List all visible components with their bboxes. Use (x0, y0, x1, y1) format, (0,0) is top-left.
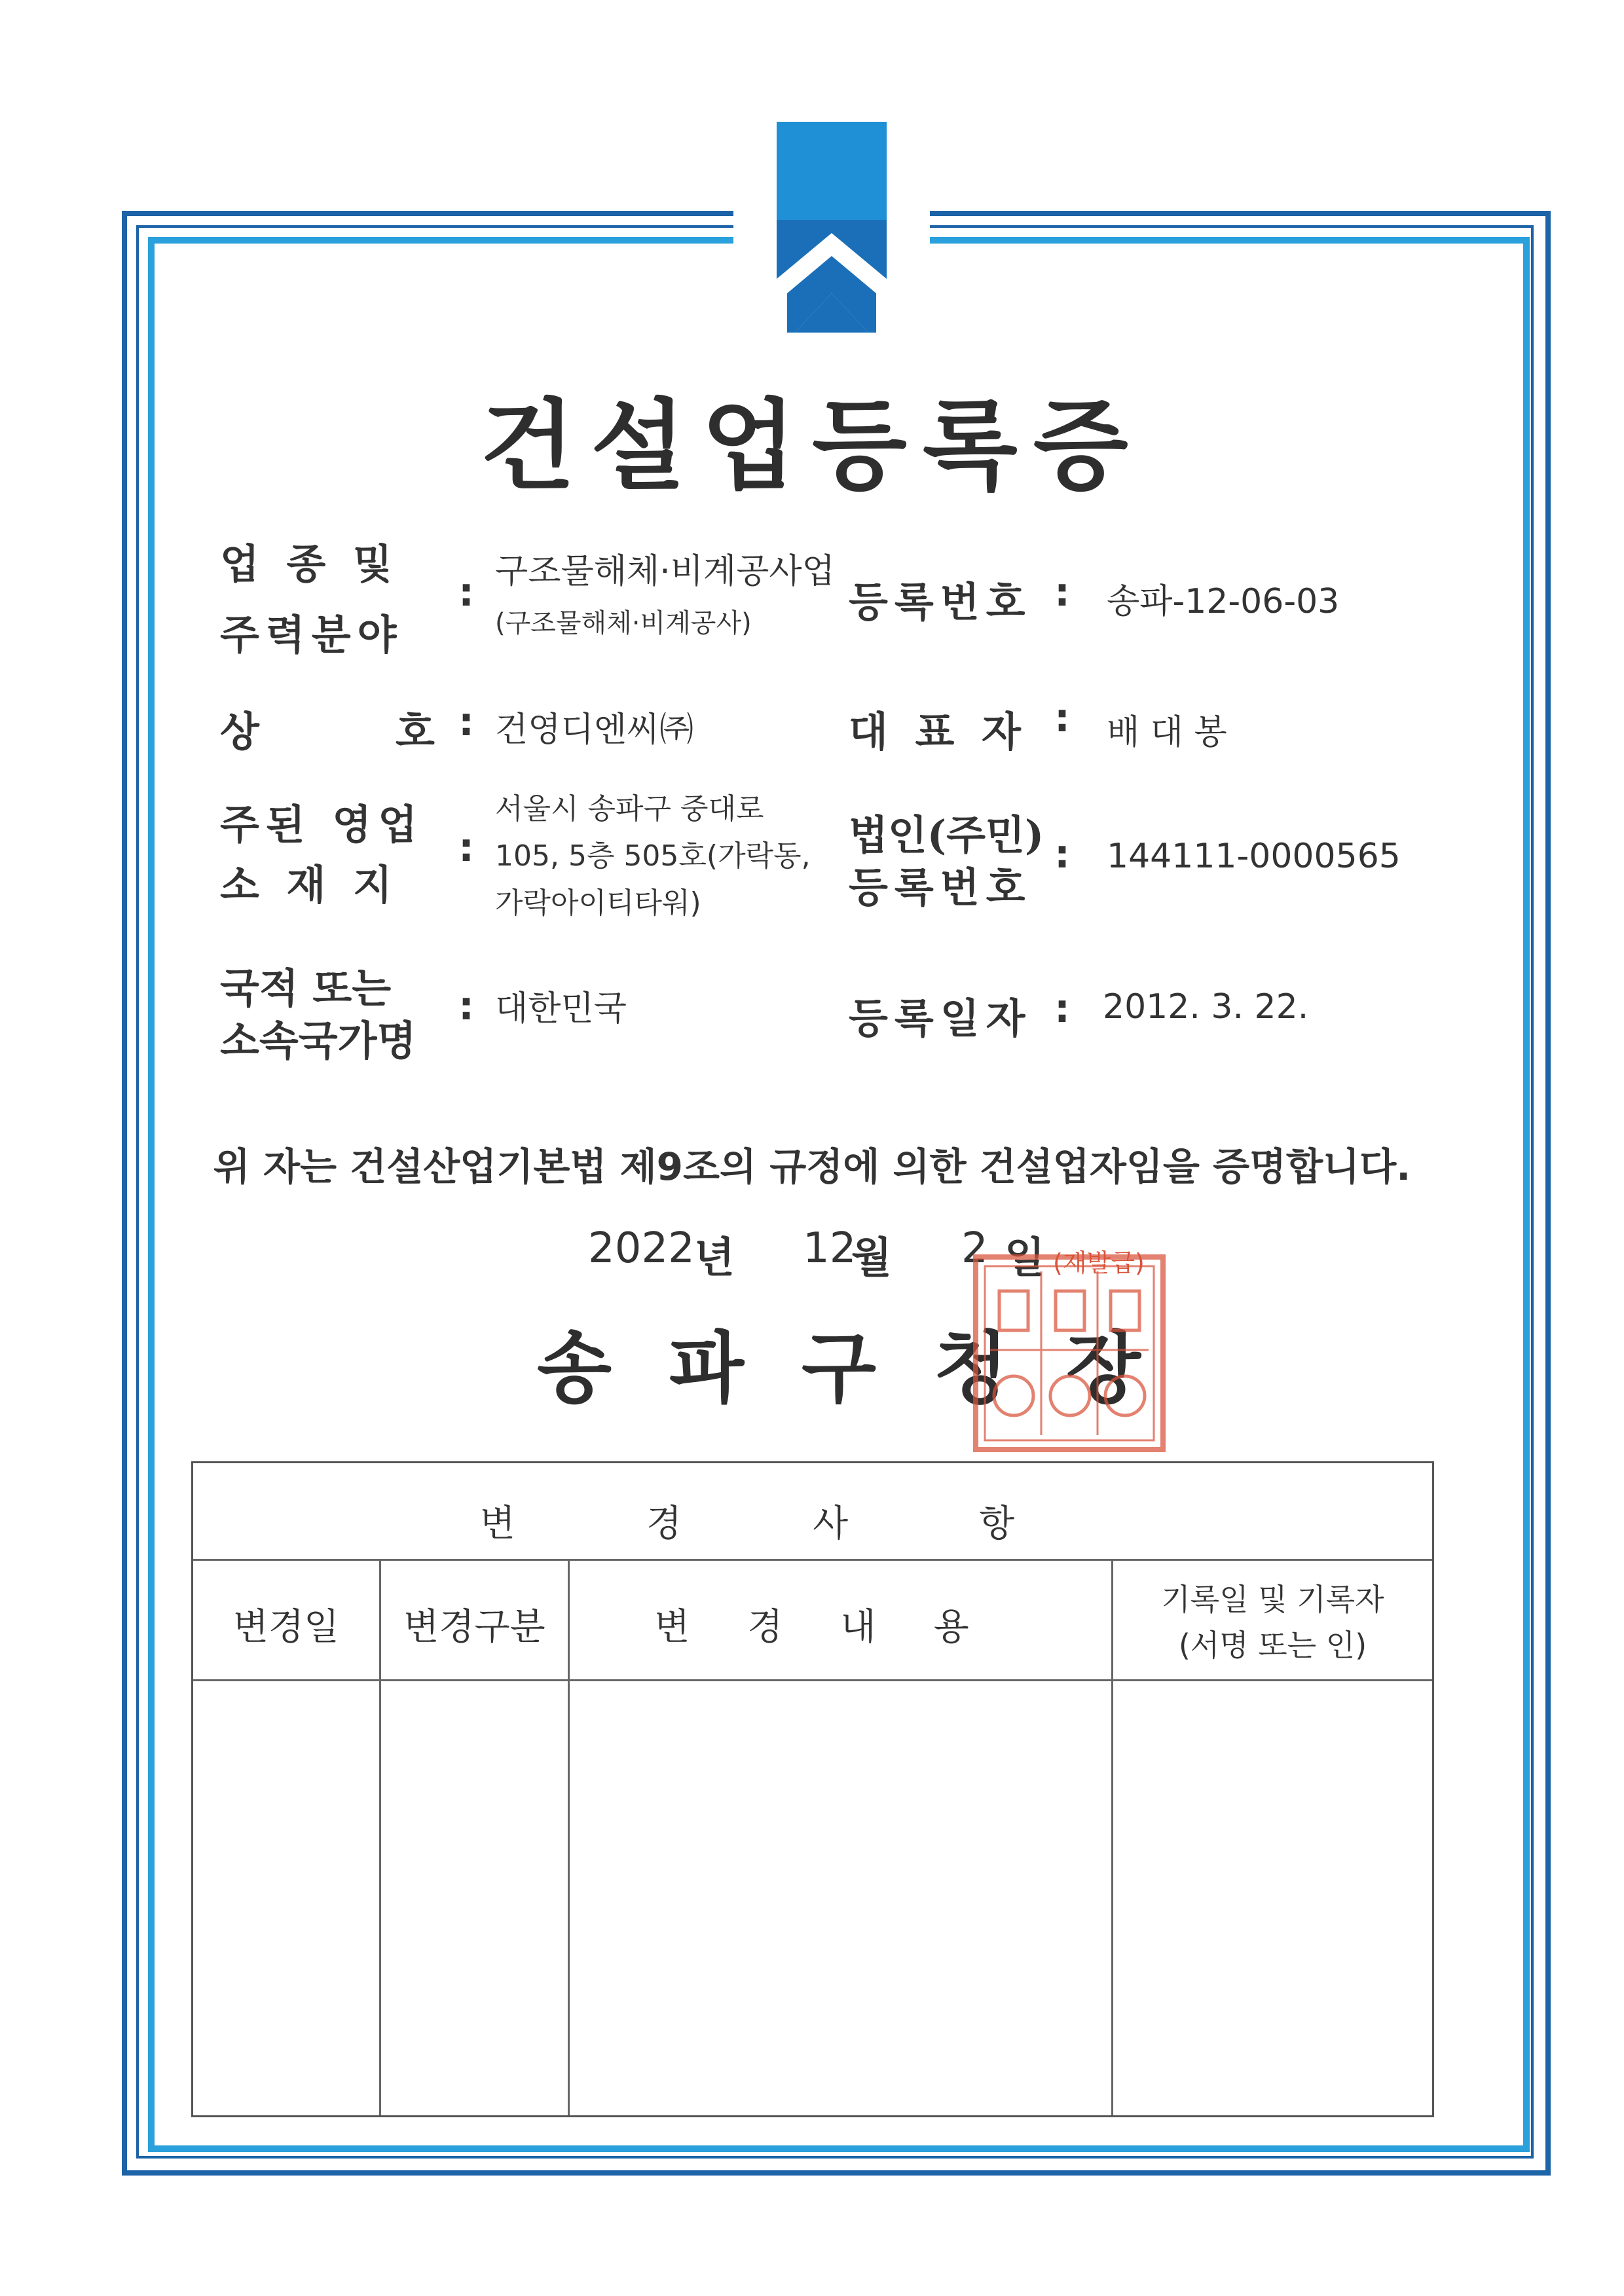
issue-month-unit: 월 (851, 1234, 892, 1283)
nationality-value: 대한민국 (495, 989, 627, 1029)
changes-table-title: 변경사항 (479, 1503, 1146, 1545)
office-location-label-line2: 소 재 지 (220, 861, 399, 909)
business-type-label-line2: 주력분야 (220, 611, 403, 659)
representative-label: 대 표 자 (849, 708, 1027, 756)
changes-table (191, 1461, 1434, 2117)
construction-logo-icon (777, 122, 887, 333)
nationality-label-line2: 소속국가명 (220, 1017, 416, 1065)
colon: : (458, 570, 474, 615)
issue-year: 2022 (588, 1224, 695, 1273)
issue-day-unit: 일 (1005, 1234, 1045, 1283)
header-recorder-line2: (서명 또는 인) (1178, 1628, 1367, 1663)
official-seal-icon (970, 1252, 1168, 1455)
colon: : (458, 699, 474, 745)
registration-date-value: 2012. 3. 22. (1103, 987, 1309, 1027)
office-location-label-line1: 주된 영업 (220, 801, 424, 848)
certification-statement: 위 자는 건설산업기본법 제9조의 규정에 의한 건설업자임을 증명합니다. (213, 1144, 1411, 1189)
document-title: 건설업등록증 (480, 388, 1144, 503)
business-type-value: 구조물해체·비계공사업 (495, 552, 835, 591)
header-recorder-line1: 기록일 및 기록자 (1161, 1582, 1384, 1617)
office-location-value: 서울시 송파구 중대로 105, 5층 505호(가락동, 가락아이티타워) (495, 792, 811, 920)
issue-month: 12 (803, 1224, 857, 1273)
business-type-subvalue: (구조물해체·비계공사) (495, 608, 752, 638)
registration-number-label: 등록번호 (849, 578, 1032, 626)
colon: : (1054, 570, 1070, 615)
header-change-date: 변경일 (232, 1606, 340, 1649)
colon: : (1054, 695, 1070, 741)
colon: : (458, 983, 474, 1029)
issue-year-unit: 년 (694, 1234, 735, 1283)
issue-day: 2 (961, 1224, 988, 1273)
reissue-note: (재발급) (1053, 1248, 1145, 1277)
corporate-number-label-line2: 등록번호 (849, 864, 1032, 911)
header-change-type: 변경구분 (403, 1606, 545, 1649)
colon: : (1054, 831, 1070, 877)
trade-name-label-b: 호 (396, 708, 441, 756)
corporate-number-value: 144111-0000565 (1107, 837, 1401, 876)
header-change-content: 변경내용 (654, 1606, 1027, 1649)
trade-name-label-a: 상 (220, 708, 266, 756)
trade-name-value: 건영디엔씨㈜ (495, 710, 694, 750)
registration-number-value: 송파-12-06-03 (1107, 582, 1340, 621)
issuer-name: 송파구청장 (537, 1322, 1198, 1413)
registration-date-label: 등록일자 (849, 994, 1032, 1042)
representative-value: 배 대 봉 (1107, 713, 1227, 752)
colon: : (458, 825, 474, 871)
business-type-label-line1: 업 종 및 (220, 540, 399, 588)
colon: : (1054, 986, 1070, 1032)
nationality-label-line1: 국적 또는 (220, 964, 392, 1012)
corporate-number-label-line1: 법인(주민) (849, 811, 1044, 859)
